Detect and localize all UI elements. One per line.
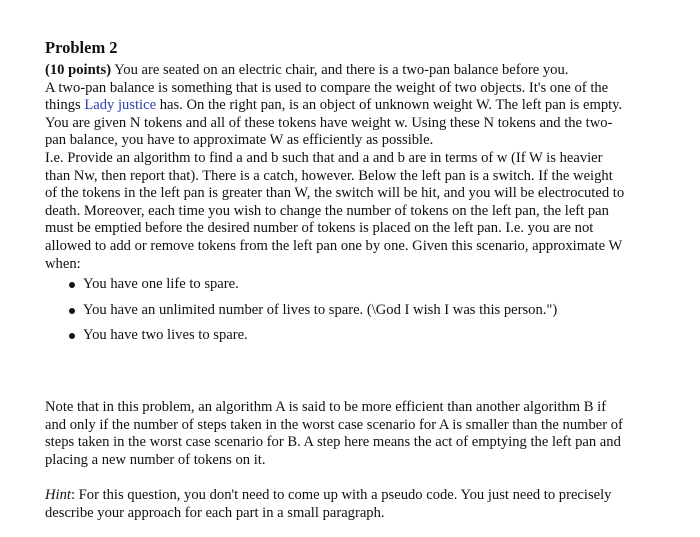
- list-item: [69, 327, 625, 345]
- intro-text-1: You are seated on an electric chair, and there is a two-pan balance before you.: [111, 62, 569, 78]
- intro-paragraph: [45, 62, 625, 273]
- hint-label: Hint: [45, 487, 71, 504]
- intro-text-3: has. On the right pan, is an object of unknown weight W. The left pan is empty. You are given N tokens and all of these tokens have weight w. Using these N tokens and the two-pan balance, you have to approximate W as efficiently as possible.: [45, 97, 623, 149]
- bullet-text: You have two lives to spare.: [83, 327, 248, 344]
- bullet-icon: [69, 333, 75, 339]
- points-label: (10 points): [45, 62, 112, 78]
- bullet-icon: [69, 282, 75, 288]
- bullet-icon: [69, 308, 75, 314]
- hint-paragraph: [45, 487, 625, 522]
- lady-justice-link[interactable]: Lady justice: [84, 97, 157, 114]
- bullet-text: You have one life to spare.: [83, 276, 239, 293]
- bullet-text: You have an unlimited number of lives to spare. (\God I wish I was this person."): [83, 301, 558, 318]
- hint-text: : For this question, you don't need to come up with a pseudo code. You just need to precisely describe your approach for each part in a small paragraph.: [45, 487, 612, 521]
- list-item: [69, 276, 625, 294]
- problem-statement: [45, 38, 625, 522]
- problem-title: Problem 2: [45, 38, 118, 57]
- efficiency-note: Note that in this problem, an algorithm A is said to be more efficient than another algorithm B if and only if the number of steps taken in the worst case scenario for A is smaller than the number of steps taken in the worst case scenario for B. A step here means the act of emptying the left pan and placing a new number of tokens on it.: [45, 398, 623, 468]
- list-item: [69, 302, 625, 320]
- intro-text-4: I.e. Provide an algorithm to find a and b such that and a and b are in terms of w (If W is heavier than Nw, then report that). There is a catch, however. Below the left pan is a switch. If the weight of the tokens in the left pan is greater than W, the switch will be hit, and you will be electrocuted to death. Moreover, each time you wish to change the number of tokens on the left pan, the left pan must be emptied before the desired number of tokens is placed on the left pan. I.e. you are not allowed to add or remove tokens from the left pan one by one. Given this scenario, approximate W when:: [45, 149, 625, 272]
- intro-text-2: A two-pan balance is something that is used to compare the weight of two objects. It's one of the things: [45, 79, 609, 114]
- cases-list: [45, 276, 625, 345]
